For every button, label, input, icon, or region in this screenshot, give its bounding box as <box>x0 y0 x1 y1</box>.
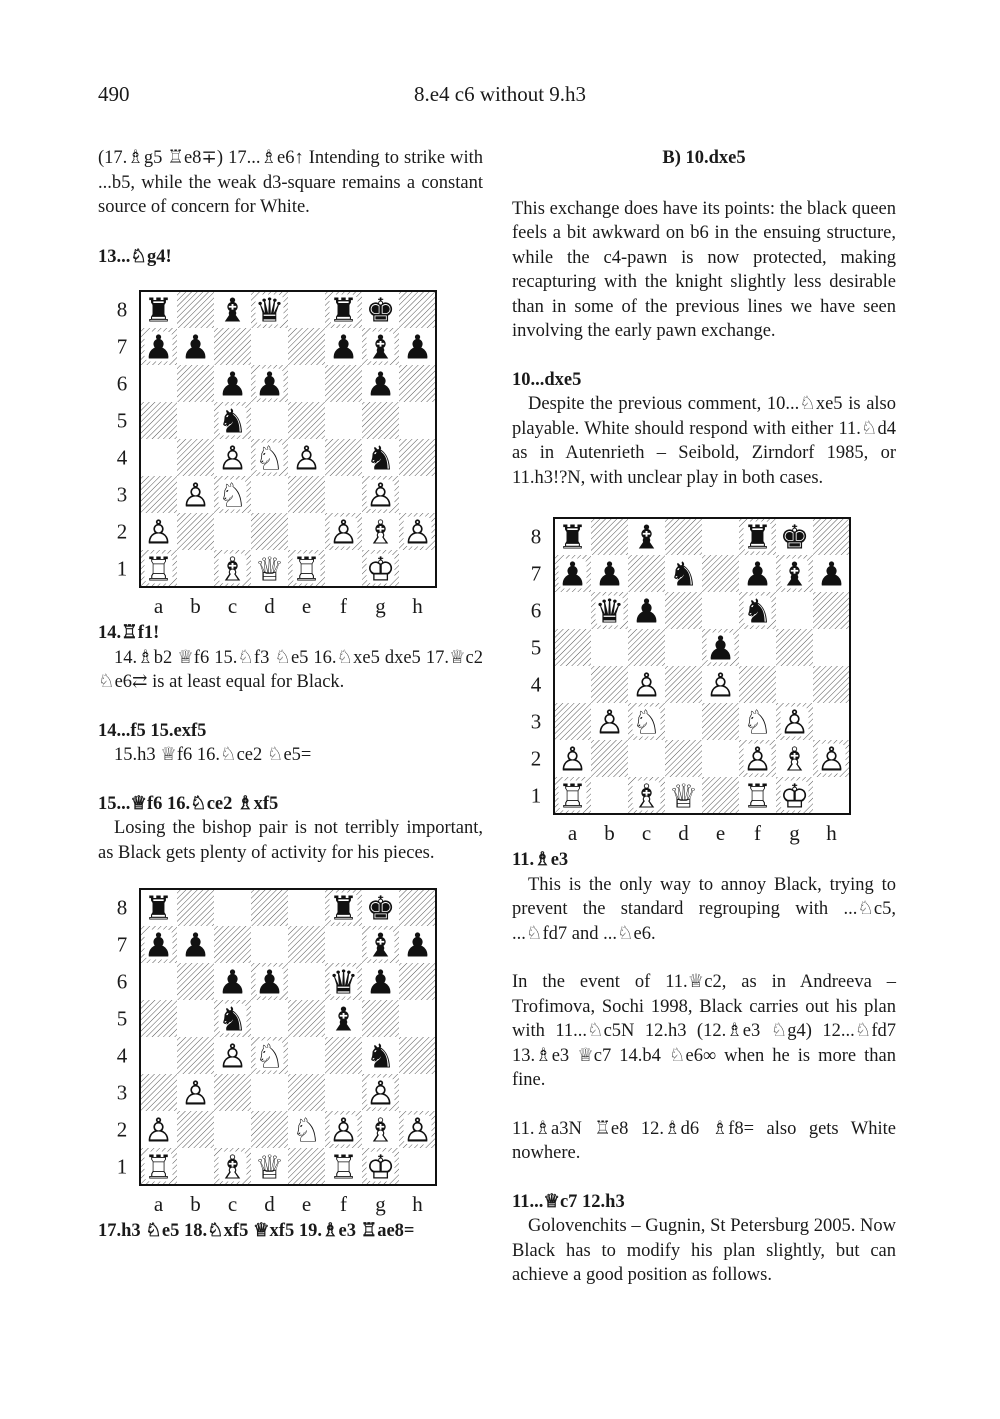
white-pawn-icon: ♙ <box>143 1110 174 1150</box>
black-queen-icon: ♛ <box>254 290 285 330</box>
dark-square-h6 <box>399 963 436 1000</box>
light-square-b5 <box>177 1000 214 1037</box>
white-king-icon: ♔ <box>779 776 810 816</box>
paragraph: Despite the previous comment, 10...♘xe5 is also playable. White should respond with either 11.♘d4 as in Autenrieth – Seibold, Zirndorf 1985, or 11.h3!?N, with unclear play in both cases. <box>512 394 896 488</box>
white-bishop-icon: ♗ <box>217 549 248 589</box>
white-queen-icon: ♕ <box>254 1147 285 1187</box>
white-knight-icon: ♘ <box>254 438 285 478</box>
white-pawn-icon: ♙ <box>217 1036 248 1076</box>
white-king-icon: ♔ <box>365 1147 396 1187</box>
chessboard <box>512 516 897 848</box>
white-pawn-icon: ♙ <box>291 438 322 478</box>
white-pawn-icon: ♙ <box>217 438 248 478</box>
light-square-f1 <box>325 550 362 587</box>
rank-label: 2 <box>116 1117 128 1142</box>
light-square-f5 <box>739 629 776 666</box>
dark-square-e5 <box>288 1000 325 1037</box>
dark-square-g5 <box>362 402 399 439</box>
black-knight-icon: ♞ <box>365 438 396 478</box>
file-label: b <box>604 821 615 845</box>
light-square-c8 <box>214 889 251 926</box>
rank-label: 1 <box>116 1154 128 1179</box>
file-label: c <box>227 1192 238 1216</box>
light-square-d3 <box>251 476 288 513</box>
black-bishop-icon: ♝ <box>365 327 396 367</box>
paragraph: 11.♗a3N ♖e8 12.♗d6 ♗f8= also gets White nowhere. <box>512 1118 896 1163</box>
dark-square-e7 <box>288 328 325 365</box>
file-label: a <box>153 594 164 618</box>
move-heading: 13...♘g4! <box>98 246 172 267</box>
light-square-c2 <box>214 513 251 550</box>
black-pawn-icon: ♟ <box>365 364 396 404</box>
left-column <box>98 146 483 1244</box>
rank-label: 3 <box>116 482 128 507</box>
dark-square-b4 <box>177 1037 214 1074</box>
dark-square-a3 <box>140 1074 177 1111</box>
dark-square-b6 <box>177 963 214 1000</box>
file-label: h <box>826 821 837 845</box>
light-square-h1 <box>813 777 850 814</box>
white-rook-icon: ♖ <box>742 776 773 816</box>
black-bishop-icon: ♝ <box>631 517 662 557</box>
dark-square-d8 <box>665 518 702 555</box>
light-square-b5 <box>591 629 628 666</box>
black-pawn-icon: ♟ <box>742 554 773 594</box>
chessboard <box>98 289 483 621</box>
black-pawn-icon: ♟ <box>631 591 662 631</box>
dark-square-e3 <box>288 476 325 513</box>
white-pawn-icon: ♙ <box>779 702 810 742</box>
light-square-e8 <box>288 889 325 926</box>
black-knight-icon: ♞ <box>668 554 699 594</box>
black-pawn-icon: ♟ <box>143 327 174 367</box>
white-rook-icon: ♖ <box>143 1147 174 1187</box>
light-square-f7 <box>325 926 362 963</box>
dark-square-c3 <box>214 1074 251 1111</box>
white-knight-icon: ♘ <box>291 1110 322 1150</box>
running-title: 8.e4 c6 without 9.h3 <box>413 82 587 106</box>
black-knight-icon: ♞ <box>365 1036 396 1076</box>
black-rook-icon: ♜ <box>143 290 174 330</box>
light-square-f3 <box>325 1074 362 1111</box>
white-pawn-icon: ♙ <box>180 475 211 515</box>
black-queen-icon: ♛ <box>328 962 359 1002</box>
white-pawn-icon: ♙ <box>816 739 847 779</box>
dark-square-a5 <box>140 1000 177 1037</box>
black-knight-icon: ♞ <box>742 591 773 631</box>
white-pawn-icon: ♙ <box>705 665 736 705</box>
dark-square-h4 <box>813 666 850 703</box>
black-pawn-icon: ♟ <box>254 962 285 1002</box>
chess-diagram <box>512 516 896 848</box>
black-pawn-icon: ♟ <box>402 327 433 367</box>
rank-label: 8 <box>116 297 128 322</box>
light-square-e2 <box>702 740 739 777</box>
light-square-c2 <box>214 1111 251 1148</box>
dark-square-d2 <box>665 740 702 777</box>
dark-square-d6 <box>665 592 702 629</box>
dark-square-h4 <box>399 439 436 476</box>
dark-square-b2 <box>177 513 214 550</box>
paragraph: Golovenchits – Gugnin, St Petersburg 2005. Now Black has to modify his plan slightly, but can achieve a good position as follows. <box>512 1216 896 1285</box>
light-square-h5 <box>813 629 850 666</box>
black-pawn-icon: ♟ <box>557 554 588 594</box>
dark-square-e1 <box>702 777 739 814</box>
dark-square-d8 <box>251 889 288 926</box>
white-knight-icon: ♘ <box>742 702 773 742</box>
light-square-b1 <box>177 1148 214 1185</box>
light-square-h3 <box>399 476 436 513</box>
file-label: f <box>340 594 347 618</box>
light-square-b1 <box>177 550 214 587</box>
light-square-e8 <box>288 291 325 328</box>
white-queen-icon: ♕ <box>668 776 699 816</box>
black-pawn-icon: ♟ <box>180 925 211 965</box>
light-square-a4 <box>140 1037 177 1074</box>
light-square-e6 <box>288 365 325 402</box>
black-rook-icon: ♜ <box>143 888 174 928</box>
light-square-d5 <box>251 402 288 439</box>
black-knight-icon: ♞ <box>217 999 248 1039</box>
light-square-e8 <box>702 518 739 555</box>
light-square-f5 <box>325 402 362 439</box>
file-label: g <box>789 821 800 845</box>
light-square-a4 <box>140 439 177 476</box>
dark-square-g5 <box>362 1000 399 1037</box>
dark-square-e5 <box>288 402 325 439</box>
black-pawn-icon: ♟ <box>254 364 285 404</box>
rank-label: 1 <box>116 556 128 581</box>
dark-square-c7 <box>628 555 665 592</box>
dark-square-a3 <box>140 476 177 513</box>
dark-square-e7 <box>288 926 325 963</box>
move-heading: 14...f5 15.exf5 <box>98 720 207 741</box>
white-pawn-icon: ♙ <box>594 702 625 742</box>
rank-label: 4 <box>116 445 128 470</box>
dark-square-h6 <box>399 365 436 402</box>
dark-square-b8 <box>177 291 214 328</box>
white-pawn-icon: ♙ <box>402 512 433 552</box>
dark-square-h8 <box>399 889 436 926</box>
white-bishop-icon: ♗ <box>217 1147 248 1187</box>
paragraph: This exchange does have its points: the black queen feels a bit awkward on b6 in the ensuing structure, while the c4-pawn is now protected, making recapturing with the knight slightly less desirable than in some of the previous lines we have seen involving the early pawn exchange. <box>512 198 896 341</box>
paragraph: In the event of 11.♕c2, as in Andreeva – Trofimova, Sochi 1998, Black carries out his plan with 11...♘c5N 12.h3 (12.♗e3 ♘g4) 12...♘fd7 13.♗e3 ♕c7 14.b4 ♘e6∞ when he is more than fine. <box>512 972 896 1090</box>
dark-square-b4 <box>591 666 628 703</box>
file-label: f <box>340 1192 347 1216</box>
light-square-a6 <box>140 963 177 1000</box>
rank-label: 5 <box>530 635 542 660</box>
file-label: g <box>375 594 386 618</box>
dark-square-a3 <box>554 703 591 740</box>
dark-square-e1 <box>288 1148 325 1185</box>
dark-square-f4 <box>325 439 362 476</box>
black-pawn-icon: ♟ <box>365 962 396 1002</box>
white-pawn-icon: ♙ <box>365 1073 396 1113</box>
chess-diagram <box>98 289 483 621</box>
dark-square-f4 <box>325 1037 362 1074</box>
white-pawn-icon: ♙ <box>328 512 359 552</box>
white-rook-icon: ♖ <box>557 776 588 816</box>
black-bishop-icon: ♝ <box>779 554 810 594</box>
file-label: a <box>153 1192 164 1216</box>
paragraph: (17.♗g5 ♖e8∓) 17...♗e6↑ Intending to strike with ...b5, while the weak d3-square remains a constant source of concern for White. <box>98 148 483 217</box>
rank-label: 5 <box>116 408 128 433</box>
light-square-a4 <box>554 666 591 703</box>
black-pawn-icon: ♟ <box>705 628 736 668</box>
white-bishop-icon: ♗ <box>365 1110 396 1150</box>
move-heading: 14.♖f1! <box>98 623 160 643</box>
light-square-h5 <box>399 402 436 439</box>
black-pawn-icon: ♟ <box>402 925 433 965</box>
file-label: d <box>264 594 275 618</box>
light-square-b1 <box>591 777 628 814</box>
dark-square-e3 <box>288 1074 325 1111</box>
rank-label: 2 <box>530 746 542 771</box>
black-bishop-icon: ♝ <box>328 999 359 1039</box>
file-label: b <box>190 1192 201 1216</box>
file-label: e <box>301 594 312 618</box>
light-square-d5 <box>251 1000 288 1037</box>
black-king-icon: ♚ <box>365 290 396 330</box>
dark-square-b4 <box>177 439 214 476</box>
light-square-h1 <box>399 1148 436 1185</box>
dark-square-a5 <box>140 402 177 439</box>
black-pawn-icon: ♟ <box>594 554 625 594</box>
move-heading: 10...dxe5 <box>512 369 582 390</box>
file-label: g <box>375 1192 386 1216</box>
light-square-d7 <box>251 328 288 365</box>
dark-square-b2 <box>591 740 628 777</box>
light-square-a6 <box>554 592 591 629</box>
light-square-g4 <box>776 666 813 703</box>
dark-square-h8 <box>813 518 850 555</box>
black-bishop-icon: ♝ <box>365 925 396 965</box>
white-pawn-icon: ♙ <box>402 1110 433 1150</box>
dark-square-d4 <box>665 666 702 703</box>
dark-square-e3 <box>702 703 739 740</box>
rank-label: 5 <box>116 1006 128 1031</box>
light-square-h5 <box>399 1000 436 1037</box>
rank-label: 3 <box>530 709 542 734</box>
file-label: e <box>715 821 726 845</box>
file-label: d <box>264 1192 275 1216</box>
black-pawn-icon: ♟ <box>217 364 248 404</box>
file-label: h <box>412 1192 423 1216</box>
black-king-icon: ♚ <box>779 517 810 557</box>
light-square-d3 <box>665 703 702 740</box>
white-pawn-icon: ♙ <box>143 512 174 552</box>
black-pawn-icon: ♟ <box>217 962 248 1002</box>
chess-diagram <box>98 887 483 1219</box>
dark-square-c7 <box>214 926 251 963</box>
rank-label: 7 <box>116 932 128 957</box>
white-pawn-icon: ♙ <box>742 739 773 779</box>
section-heading: B) 10.dxe5 <box>662 148 746 168</box>
white-pawn-icon: ♙ <box>557 739 588 779</box>
dark-square-d2 <box>251 1111 288 1148</box>
black-pawn-icon: ♟ <box>180 327 211 367</box>
dark-square-b8 <box>177 889 214 926</box>
rank-label: 6 <box>116 371 128 396</box>
light-square-d5 <box>665 629 702 666</box>
black-pawn-icon: ♟ <box>328 327 359 367</box>
light-square-e2 <box>288 513 325 550</box>
file-label: f <box>754 821 761 845</box>
white-bishop-icon: ♗ <box>365 512 396 552</box>
white-rook-icon: ♖ <box>328 1147 359 1187</box>
rank-label: 7 <box>530 561 542 586</box>
light-square-d3 <box>251 1074 288 1111</box>
file-label: h <box>412 594 423 618</box>
light-square-e4 <box>288 1037 325 1074</box>
white-bishop-icon: ♗ <box>631 776 662 816</box>
black-bishop-icon: ♝ <box>217 290 248 330</box>
light-square-g6 <box>776 592 813 629</box>
white-rook-icon: ♖ <box>291 549 322 589</box>
rank-label: 6 <box>116 969 128 994</box>
white-pawn-icon: ♙ <box>328 1110 359 1150</box>
white-rook-icon: ♖ <box>143 549 174 589</box>
white-bishop-icon: ♗ <box>779 739 810 779</box>
dark-square-h4 <box>399 1037 436 1074</box>
black-knight-icon: ♞ <box>217 401 248 441</box>
light-square-c2 <box>628 740 665 777</box>
move-heading: 15...♕f6 16.♘ce2 ♗xf5 <box>98 793 279 814</box>
move-heading: 11.♗e3 <box>512 850 569 870</box>
dark-square-h6 <box>813 592 850 629</box>
dark-square-a5 <box>554 629 591 666</box>
right-column <box>512 146 896 1288</box>
light-square-a6 <box>140 365 177 402</box>
rank-label: 4 <box>116 1043 128 1068</box>
light-square-b5 <box>177 402 214 439</box>
dark-square-b8 <box>591 518 628 555</box>
white-king-icon: ♔ <box>365 549 396 589</box>
rank-label: 3 <box>116 1080 128 1105</box>
white-pawn-icon: ♙ <box>365 475 396 515</box>
paragraph: Losing the bishop pair is not terribly important, as Black gets plenty of activity for his pieces. <box>98 818 483 863</box>
light-square-h3 <box>399 1074 436 1111</box>
rank-label: 2 <box>116 519 128 544</box>
paragraph: 14.♗b2 ♕f6 15.♘f3 ♘e5 16.♘xe5 dxe5 17.♕c2 ♘e6⇄ is at least equal for Black. <box>98 647 483 692</box>
white-knight-icon: ♘ <box>254 1036 285 1076</box>
file-label: c <box>641 821 652 845</box>
white-pawn-icon: ♙ <box>180 1073 211 1113</box>
light-square-e6 <box>288 963 325 1000</box>
dark-square-c7 <box>214 328 251 365</box>
dark-square-f6 <box>325 365 362 402</box>
black-rook-icon: ♜ <box>557 517 588 557</box>
dark-square-f4 <box>739 666 776 703</box>
rank-label: 6 <box>530 598 542 623</box>
paragraph: 15.h3 ♕f6 16.♘ce2 ♘e5= <box>114 745 312 765</box>
light-square-h3 <box>813 703 850 740</box>
white-knight-icon: ♘ <box>631 702 662 742</box>
dark-square-g5 <box>776 629 813 666</box>
dark-square-b2 <box>177 1111 214 1148</box>
file-label: d <box>678 821 689 845</box>
black-pawn-icon: ♟ <box>143 925 174 965</box>
rank-label: 8 <box>530 524 542 549</box>
dark-square-d2 <box>251 513 288 550</box>
black-rook-icon: ♜ <box>742 517 773 557</box>
move-heading: 11...♕c7 12.h3 <box>512 1191 625 1212</box>
dark-square-b6 <box>177 365 214 402</box>
file-label: c <box>227 594 238 618</box>
light-square-f3 <box>325 476 362 513</box>
rank-label: 1 <box>530 783 542 808</box>
white-pawn-icon: ♙ <box>631 665 662 705</box>
chessboard <box>98 887 483 1219</box>
black-rook-icon: ♜ <box>328 888 359 928</box>
white-knight-icon: ♘ <box>217 475 248 515</box>
black-king-icon: ♚ <box>365 888 396 928</box>
dark-square-h8 <box>399 291 436 328</box>
light-square-e6 <box>702 592 739 629</box>
light-square-h1 <box>399 550 436 587</box>
dark-square-c5 <box>628 629 665 666</box>
dark-square-e7 <box>702 555 739 592</box>
rank-label: 7 <box>116 334 128 359</box>
rank-label: 4 <box>530 672 542 697</box>
file-label: b <box>190 594 201 618</box>
rank-label: 8 <box>116 895 128 920</box>
move-heading: 17.h3 ♘e5 18.♘xf5 ♕xf5 19.♗e3 ♖ae8= <box>98 1221 415 1241</box>
paragraph: This is the only way to annoy Black, trying to prevent the standard regrouping with ...♘c5, ...♘fd7 and ...♘e6. <box>512 874 896 944</box>
black-rook-icon: ♜ <box>328 290 359 330</box>
file-label: e <box>301 1192 312 1216</box>
file-label: a <box>567 821 578 845</box>
light-square-d7 <box>251 926 288 963</box>
black-queen-icon: ♛ <box>594 591 625 631</box>
white-queen-icon: ♕ <box>254 549 285 589</box>
page-number: 490 <box>98 82 130 106</box>
black-pawn-icon: ♟ <box>816 554 847 594</box>
